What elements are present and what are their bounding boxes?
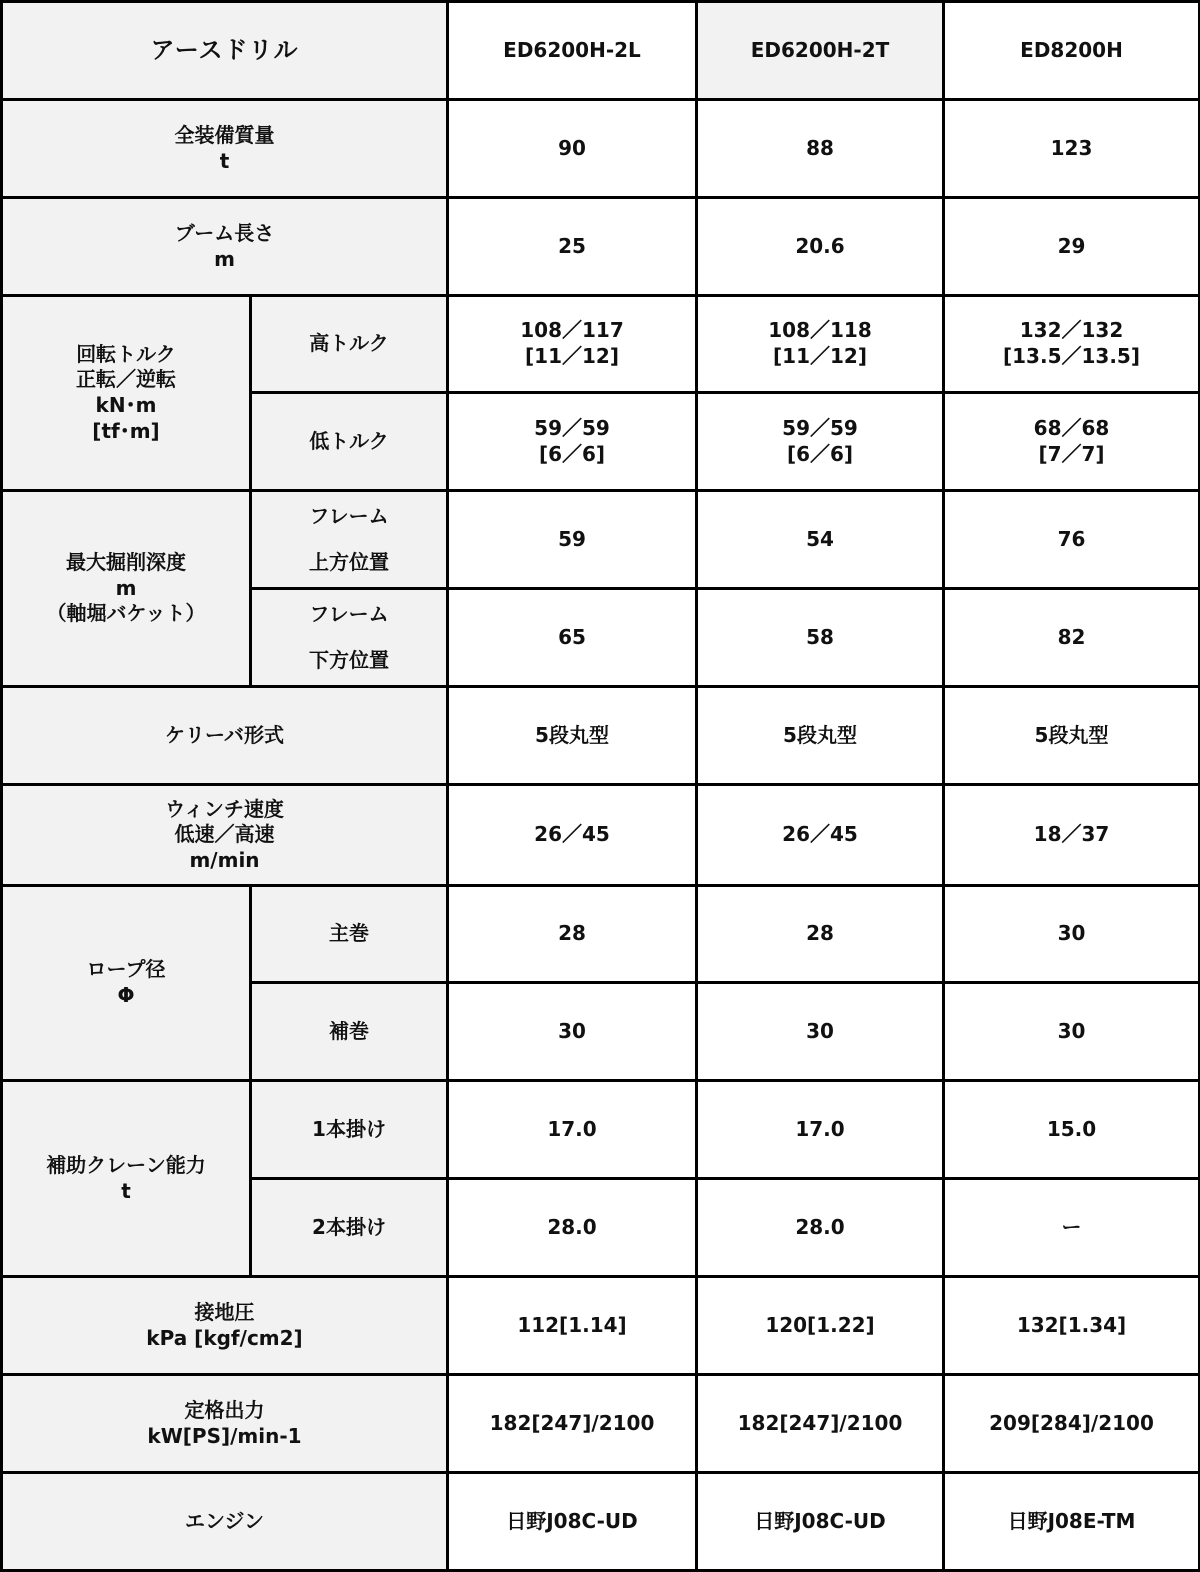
- winch-value-3: 18／37: [944, 785, 1200, 886]
- header-row: [2, 2, 1200, 100]
- depth-lower-value-1: 65: [448, 589, 697, 687]
- rope-main-value-1: 28: [448, 886, 697, 983]
- crane-two-value-3: ー: [944, 1179, 1200, 1277]
- kelly-value-3: 5段丸型: [944, 687, 1200, 785]
- torque-low-value-3: 68／68 [7／7]: [944, 393, 1200, 491]
- winch-value-2: 26／45: [697, 785, 944, 886]
- weight-value-1: 90: [448, 100, 697, 198]
- depth-upper-label: フレーム 上方位置: [251, 491, 448, 589]
- depth-lower-label: フレーム 下方位置: [251, 589, 448, 687]
- boom-value-2: 20.6: [697, 198, 944, 296]
- rope-main-value-3: 30: [944, 886, 1200, 983]
- model-1: ED6200H-2L: [448, 2, 697, 100]
- kelly-value-1: 5段丸型: [448, 687, 697, 785]
- crane-one-label: 1本掛け: [251, 1081, 448, 1179]
- torque-high-value-1: 108／117 [11／12]: [448, 296, 697, 393]
- output-label: 定格出力 kW[PS]/min-1: [2, 1375, 448, 1473]
- rope-aux-value-2: 30: [697, 983, 944, 1081]
- depth-upper-value-3: 76: [944, 491, 1200, 589]
- rope-main-label: 主巻: [251, 886, 448, 983]
- header-label: アースドリル: [2, 2, 448, 100]
- boom-value-1: 25: [448, 198, 697, 296]
- torque-low-value-2: 59／59 [6／6]: [697, 393, 944, 491]
- rope-aux-label: 補巻: [251, 983, 448, 1081]
- pressure-label: 接地圧 kPa [kgf/cm2]: [2, 1277, 448, 1375]
- weight-value-3: 123: [944, 100, 1200, 198]
- output-value-3: 209[284]/2100: [944, 1375, 1200, 1473]
- crane-one-value-1: 17.0: [448, 1081, 697, 1179]
- weight-row: [2, 100, 1200, 198]
- boom-row: [2, 198, 1200, 296]
- winch-row: [2, 785, 1200, 886]
- output-row: [2, 1375, 1200, 1473]
- pressure-value-2: 120[1.22]: [697, 1277, 944, 1375]
- weight-label: 全装備質量 t: [2, 100, 448, 198]
- engine-value-2: 日野J08C-UD: [697, 1473, 944, 1571]
- depth-upper-value-2: 54: [697, 491, 944, 589]
- crane-one-value-2: 17.0: [697, 1081, 944, 1179]
- engine-value-1: 日野J08C-UD: [448, 1473, 697, 1571]
- crane-two-value-1: 28.0: [448, 1179, 697, 1277]
- crane-one-value-3: 15.0: [944, 1081, 1200, 1179]
- weight-value-2: 88: [697, 100, 944, 198]
- kelly-label: ケリーバ形式: [2, 687, 448, 785]
- engine-row: [2, 1473, 1200, 1571]
- depth-label: 最大掘削深度 m （軸堀バケット）: [2, 491, 251, 687]
- torque-low-value-1: 59／59 [6／6]: [448, 393, 697, 491]
- winch-value-1: 26／45: [448, 785, 697, 886]
- torque-low-label: 低トルク: [251, 393, 448, 491]
- torque-label: 回転トルク 正転／逆転 kN･m [tf･m]: [2, 296, 251, 491]
- torque-high-row: [2, 296, 1200, 393]
- output-value-1: 182[247]/2100: [448, 1375, 697, 1473]
- crane-two-label: 2本掛け: [251, 1179, 448, 1277]
- pressure-value-1: 112[1.14]: [448, 1277, 697, 1375]
- depth-upper-row: [2, 491, 1200, 589]
- rope-main-value-2: 28: [697, 886, 944, 983]
- pressure-row: [2, 1277, 1200, 1375]
- rope-aux-value-1: 30: [448, 983, 697, 1081]
- kelly-value-2: 5段丸型: [697, 687, 944, 785]
- depth-lower-value-3: 82: [944, 589, 1200, 687]
- kelly-row: [2, 687, 1200, 785]
- boom-label: ブーム長さ m: [2, 198, 448, 296]
- crane-label: 補助クレーン能力 t: [2, 1081, 251, 1277]
- engine-value-3: 日野J08E-TM: [944, 1473, 1200, 1571]
- pressure-value-3: 132[1.34]: [944, 1277, 1200, 1375]
- model-2: ED6200H-2T: [697, 2, 944, 100]
- crane-one-row: [2, 1081, 1200, 1179]
- torque-high-label: 高トルク: [251, 296, 448, 393]
- torque-high-value-2: 108／118 [11／12]: [697, 296, 944, 393]
- depth-lower-value-2: 58: [697, 589, 944, 687]
- rope-aux-value-3: 30: [944, 983, 1200, 1081]
- winch-label: ウィンチ速度 低速／高速 m/min: [2, 785, 448, 886]
- crane-two-value-2: 28.0: [697, 1179, 944, 1277]
- depth-upper-value-1: 59: [448, 491, 697, 589]
- torque-high-value-3: 132／132 [13.5／13.5]: [944, 296, 1200, 393]
- model-3: ED8200H: [944, 2, 1200, 100]
- rope-label: ロープ径 Φ: [2, 886, 251, 1081]
- output-value-2: 182[247]/2100: [697, 1375, 944, 1473]
- engine-label: エンジン: [2, 1473, 448, 1571]
- rope-main-row: [2, 886, 1200, 983]
- boom-value-3: 29: [944, 198, 1200, 296]
